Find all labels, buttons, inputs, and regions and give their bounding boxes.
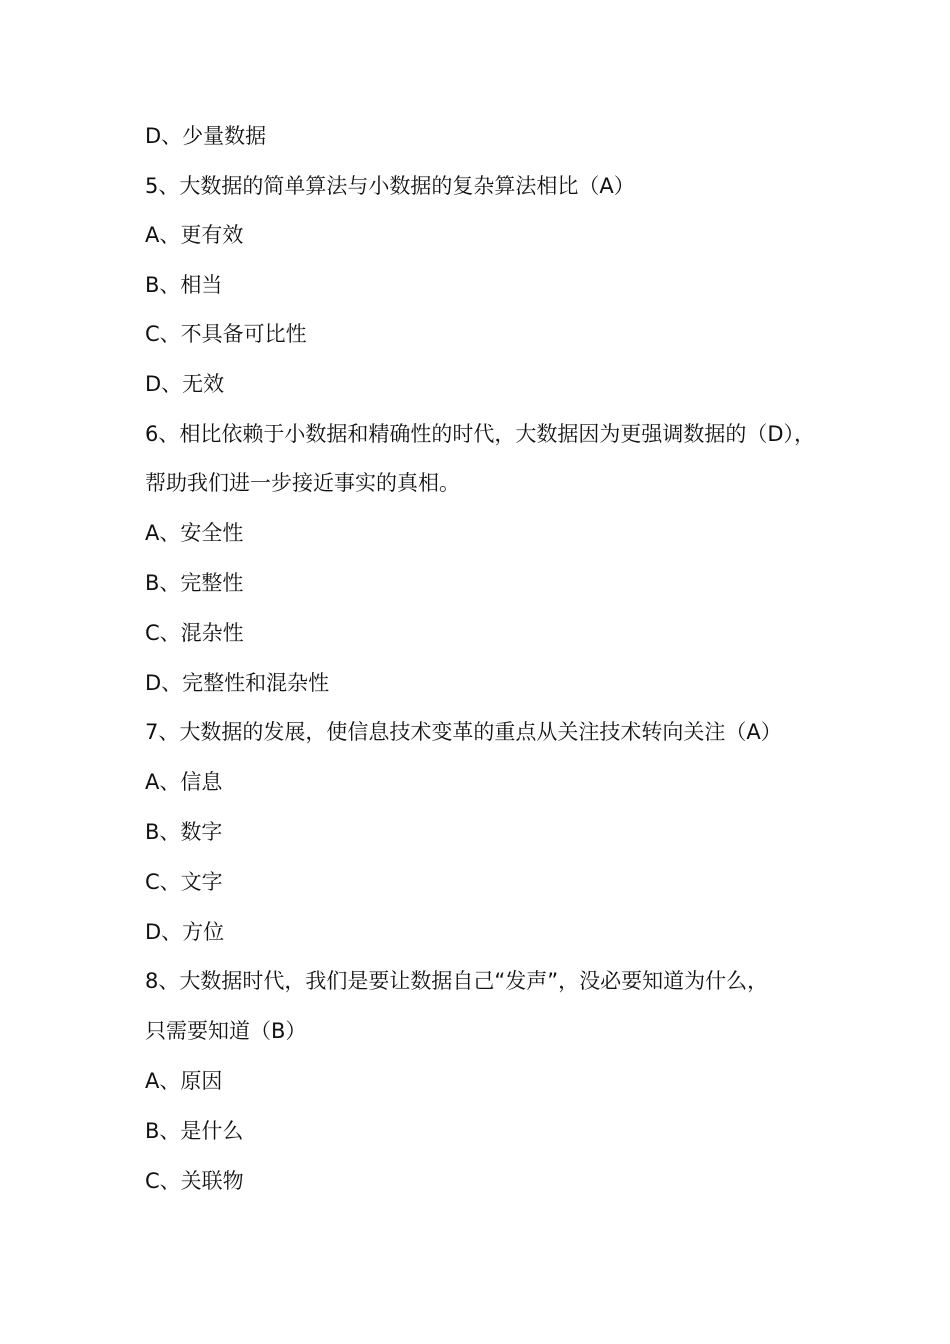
question-8-line-2: 只需要知道（B） <box>145 1019 307 1043</box>
question-8-line-1: 8、大数据时代，我们是要让数据自己“发声”，没必要知道为什么， <box>145 969 769 993</box>
option-b-q6: B、完整性 <box>145 571 244 595</box>
option-a-q7: A、信息 <box>145 770 223 794</box>
option-c-q6: C、混杂性 <box>145 621 244 645</box>
option-a-q6: A、安全性 <box>145 521 244 545</box>
question-5: 5、大数据的简单算法与小数据的复杂算法相比（A） <box>145 174 635 198</box>
option-b-q5: B、相当 <box>145 273 223 297</box>
option-c-q8: C、关联物 <box>145 1169 244 1193</box>
option-d-q4: D、少量数据 <box>145 124 267 148</box>
option-b-q7: B、数字 <box>145 820 223 844</box>
option-d-q6: D、完整性和混杂性 <box>145 671 330 695</box>
option-a-q5: A、更有效 <box>145 223 244 247</box>
option-d-q7: D、方位 <box>145 920 225 944</box>
question-7: 7、大数据的发展，使信息技术变革的重点从关注技术转向关注（A） <box>145 720 782 744</box>
option-d-q5: D、无效 <box>145 372 225 396</box>
question-6-line-1: 6、相比依赖于小数据和精确性的时代，大数据因为更强调数据的（D）， <box>145 422 816 446</box>
option-c-q5: C、不具备可比性 <box>145 322 307 346</box>
question-6-line-2: 帮助我们进一步接近事实的真相。 <box>145 471 460 495</box>
option-c-q7: C、文字 <box>145 870 223 894</box>
option-a-q8: A、原因 <box>145 1069 223 1093</box>
option-b-q8: B、是什么 <box>145 1119 244 1143</box>
